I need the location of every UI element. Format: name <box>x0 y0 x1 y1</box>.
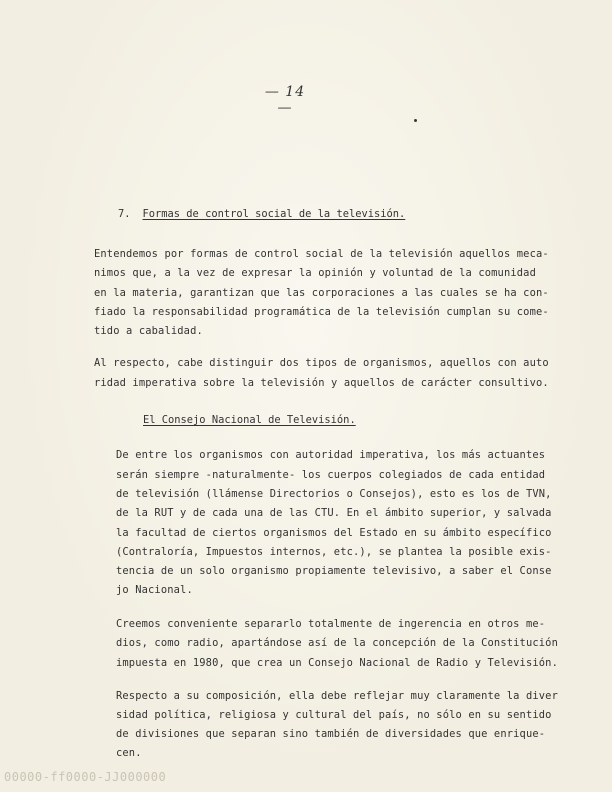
paragraph-3-line: jo Nacional. <box>116 584 193 596</box>
paragraph-3-line: la facultad de ciertos organismos del Estado en su ámbito específico <box>116 527 552 539</box>
paragraph-1-line: nimos que, a la vez de expresar la opinión y voluntad de la comunidad <box>94 267 536 279</box>
paragraph-4-line: impuesta en 1980, que crea un Consejo Nacional de Radio y Televisión. <box>116 657 558 669</box>
subheading-text: El Consejo Nacional de Televisión. <box>143 414 356 426</box>
ink-speck <box>414 119 417 122</box>
paragraph-5-line: de divisiones que separan sino también de diversidades que enrique- <box>116 728 546 740</box>
paragraph-2-line: Al respecto, cabe distinguir dos tipos de organismos, aquellos con auto <box>94 357 549 369</box>
section-title: Formas de control social de la televisión. <box>142 208 406 220</box>
paragraph-3-line: serán siempre -naturalmente- los cuerpos colegiados de cada entidad <box>116 469 546 481</box>
paragraph-5-line: Respecto a su composición, ella debe reflejar muy claramente la diver <box>116 690 558 702</box>
paragraph-1-line: fiado la responsabilidad programática de la televisión cumplan su come- <box>94 306 549 318</box>
subheading <box>143 414 356 426</box>
paragraph-3-line: de televisión (llámense Directorios o Consejos), esto es los de TVN, <box>116 488 552 500</box>
section-heading <box>118 208 405 220</box>
paragraph-3-line: de la RUT y de cada una de las CTU. En el ámbito superior, y salvada <box>116 507 552 519</box>
archive-stamp: 00000-ff0000-JJ000000 <box>4 770 167 784</box>
section-marker: 7. <box>118 208 131 220</box>
paragraph-5-line: cen. <box>116 747 142 759</box>
paragraph-1-line: en la materia, garantizan que las corporaciones a las cuales se ha con- <box>94 287 549 299</box>
paragraph-5-line: sidad política, religiosa y cultural del país, no sólo en su sentido <box>116 709 552 721</box>
page-number: — 14 — <box>264 84 306 116</box>
paragraph-1-line: Entendemos por formas de control social de la televisión aquellos meca- <box>94 248 549 260</box>
paragraph-1-line: tido a cabalidad. <box>94 325 203 337</box>
paragraph-2-line: ridad imperativa sobre la televisión y aquellos de carácter consultivo. <box>94 377 549 389</box>
paragraph-4-line: dios, como radio, apartándose así de la concepción de la Constitución <box>116 637 558 649</box>
paragraph-3-line: (Contraloría, Impuestos internos, etc.), se plantea la posible exis- <box>116 546 552 558</box>
paragraph-4-line: Creemos conveniente separarlo totalmente de ingerencia en otros me- <box>116 618 546 630</box>
paragraph-3-line: tencia de un solo organismo propiamente televisivo, a saber el Conse <box>116 565 552 577</box>
paragraph-3-line: De entre los organismos con autoridad imperativa, los más actuantes <box>116 449 546 461</box>
